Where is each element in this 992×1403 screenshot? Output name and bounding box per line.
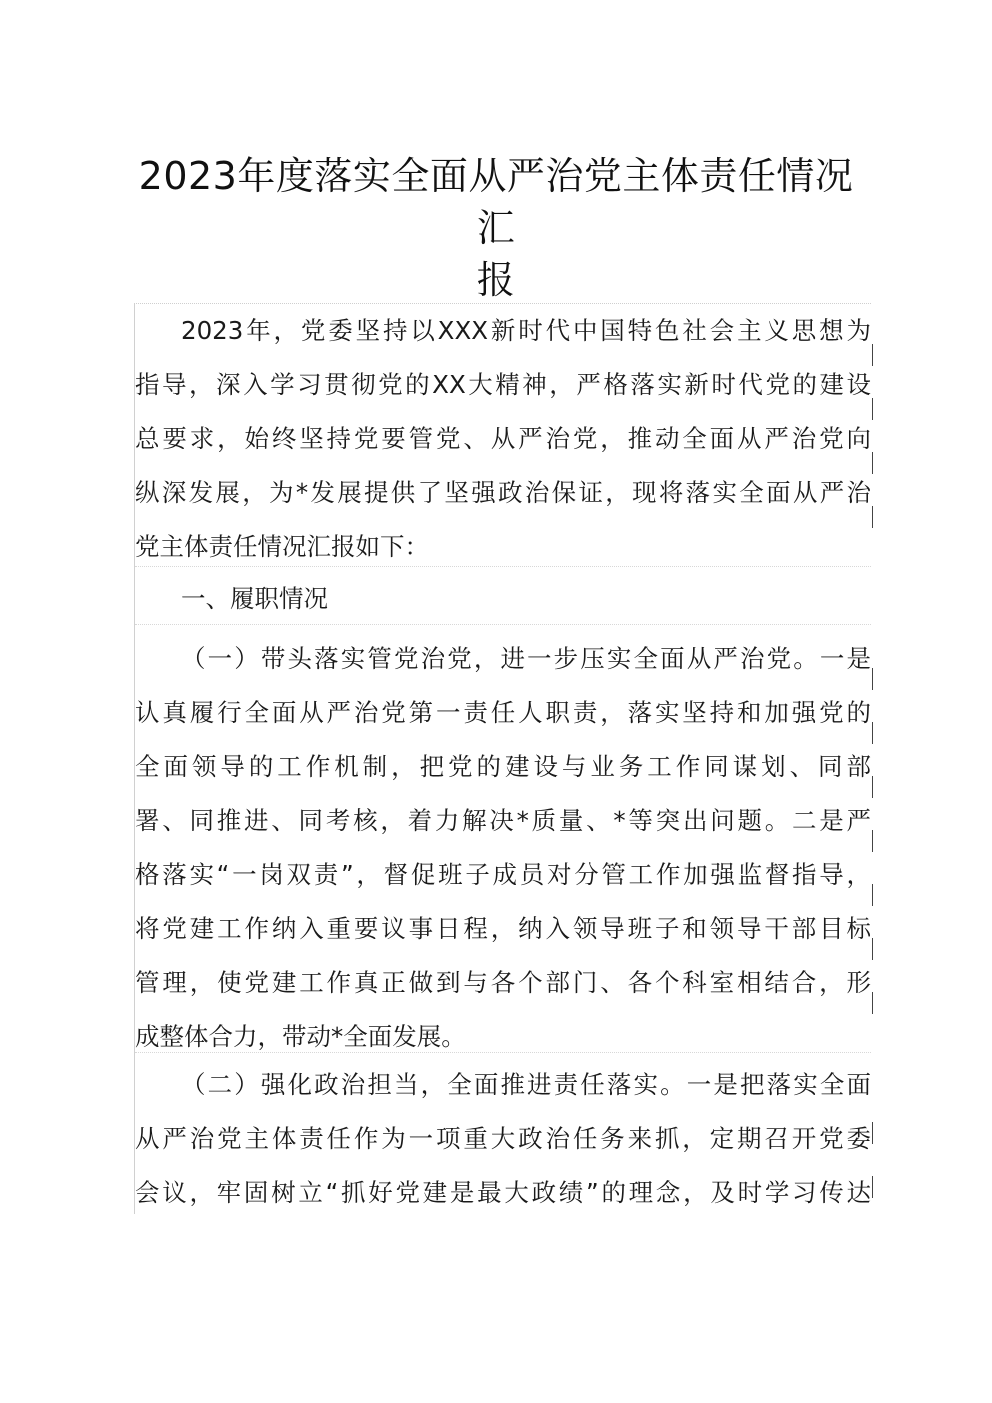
- para1-line-6: 将党建工作纳入重要议事日程，纳入领导班子和领导干部目标: [135, 914, 871, 943]
- title-line-2: 报: [476, 258, 516, 302]
- intro-line-1: 2023年，党委坚持以XXX新时代中国特色社会主义思想为: [181, 316, 871, 345]
- paragraph-divider: [135, 624, 871, 625]
- intro-line-2: 指导，深入学习贯彻党的XX大精神，严格落实新时代党的建设: [135, 370, 871, 399]
- document-title: [120, 150, 872, 306]
- para1-line-4: 署、同推进、同考核，着力解决*质量、*等突出问题。二是严: [135, 806, 871, 835]
- para2-line-3: 会议，牢固树立“抓好党建是最大政绩”的理念，及时学习传达: [135, 1178, 871, 1207]
- intro-line-4: 纵深发展，为*发展提供了坚强政治保证，现将落实全面从严治: [135, 478, 871, 507]
- para1-line-2: 认真履行全面从严治党第一责任人职责，落实坚持和加强党的: [135, 698, 871, 727]
- intro-line-5: 党主体责任情况汇报如下：: [135, 532, 429, 561]
- paragraph-divider: [135, 1052, 871, 1053]
- margin-mark: [872, 722, 873, 744]
- intro-line-3: 总要求，始终坚持党要管党、从严治党，推动全面从严治党向: [135, 424, 871, 453]
- section-heading: 一、履职情况: [181, 584, 328, 613]
- paragraph-divider: [135, 566, 871, 567]
- title-line-1: 2023年度落实全面从严治党主体责任情况汇: [138, 154, 854, 250]
- margin-mark: [872, 398, 873, 420]
- margin-mark: [872, 452, 873, 474]
- document-body: [134, 303, 871, 1214]
- margin-mark: [872, 938, 873, 960]
- margin-mark: [872, 1176, 873, 1198]
- margin-mark: [872, 668, 873, 690]
- margin-mark: [872, 506, 873, 528]
- para1-line-5: 格落实“一岗双责”，督促班子成员对分管工作加强监督指导，: [135, 860, 871, 889]
- para2-line-2: 从严治党主体责任作为一项重大政治任务来抓，定期召开党委: [135, 1124, 871, 1153]
- para1-line-7: 管理，使党建工作真正做到与各个部门、各个科室相结合，形: [135, 968, 871, 997]
- margin-mark: [872, 1122, 873, 1144]
- margin-mark: [872, 830, 873, 852]
- para1-line-3: 全面领导的工作机制，把党的建设与业务工作同谋划、同部: [135, 752, 871, 781]
- margin-mark: [872, 884, 873, 906]
- margin-mark: [872, 992, 873, 1014]
- para1-line-8: 成整体合力，带动*全面发展。: [135, 1022, 466, 1051]
- para2-line-1: （二）强化政治担当，全面推进责任落实。一是把落实全面: [181, 1070, 871, 1099]
- para1-line-1: （一）带头落实管党治党，进一步压实全面从严治党。一是: [181, 644, 871, 673]
- margin-mark: [872, 776, 873, 798]
- margin-mark: [872, 344, 873, 366]
